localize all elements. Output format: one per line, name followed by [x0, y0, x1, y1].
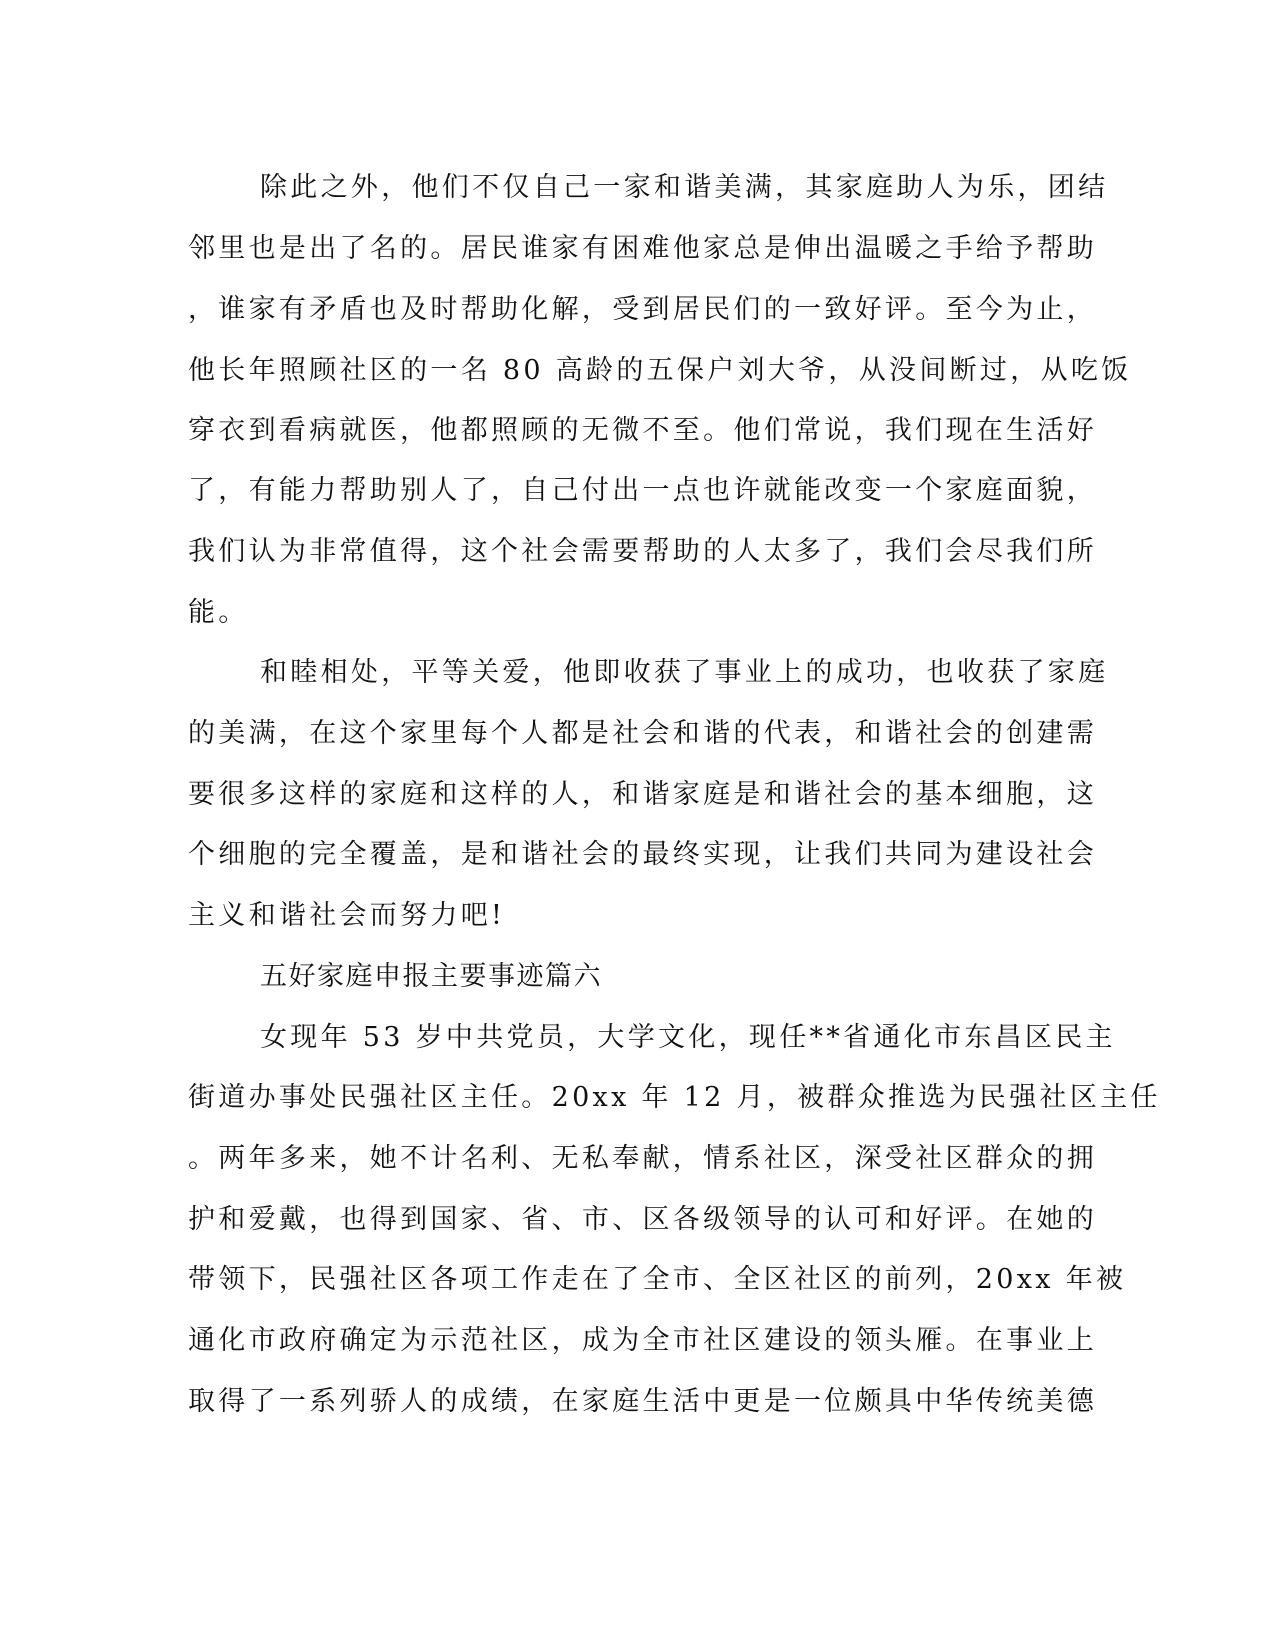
- paragraph-1-line-2: 邻里也是出了名的。居民谁家有困难他家总是伸出温暖之手给予帮助: [188, 233, 1097, 264]
- paragraph-4-line-4: 护和爱戴，也得到国家、省、市、区各级领导的认可和好评。在她的: [188, 1204, 1097, 1235]
- paragraph-4-line-7: 取得了一系列骄人的成绩，在家庭生活中更是一位颇具中华传统美德: [188, 1386, 1097, 1417]
- paragraph-2-line-4: 个细胞的完全覆盖，是和谐社会的最终实现，让我们共同为建设社会: [188, 839, 1097, 870]
- paragraph-4-line-6: 通化市政府确定为示范社区，成为全市社区建设的领头雁。在事业上: [188, 1325, 1097, 1356]
- paragraph-1-line-4: 他长年照顾社区的一名 80 高龄的五保户刘大爷，从没间断过，从吃饭: [188, 355, 1132, 386]
- paragraph-4-line-3: 。两年多来，她不计名利、无私奉献，情系社区，深受社区群众的拥: [188, 1143, 1097, 1174]
- paragraph-2-line-3: 要很多这样的家庭和这样的人，和谐家庭是和谐社会的基本细胞，这: [188, 779, 1097, 810]
- paragraph-1-line-7: 我们认为非常值得，这个社会需要帮助的人太多了，我们会尽我们所: [188, 536, 1097, 567]
- paragraph-2-line-2: 的美满，在这个家里每个人都是社会和谐的代表，和谐社会的创建需: [188, 718, 1097, 749]
- paragraph-1-line-8: 能。: [188, 597, 249, 628]
- paragraph-4-line-5: 带领下，民强社区各项工作走在了全市、全区社区的前列，20xx 年被: [188, 1264, 1127, 1295]
- paragraph-4-line-2: 街道办事处民强社区主任。20xx 年 12 月，被群众推选为民强社区主任: [188, 1082, 1161, 1113]
- paragraph-1-line-3: ，谁家有矛盾也及时帮助化解，受到居民们的一致好评。至今为止，: [188, 294, 1097, 325]
- paragraph-2-line-1: 和睦相处，平等关爱，他即收获了事业上的成功，也收获了家庭: [260, 657, 1109, 688]
- paragraph-1-line-5: 穿衣到看病就医，他都照顾的无微不至。他们常说，我们现在生活好: [188, 415, 1097, 446]
- paragraph-2-line-5: 主义和谐社会而努力吧!: [188, 900, 506, 931]
- section-heading: 五好家庭申报主要事迹篇六: [260, 961, 602, 992]
- paragraph-1-line-1: 除此之外，他们不仅自己一家和谐美满，其家庭助人为乐，团结: [260, 172, 1109, 203]
- paragraph-1-line-6: 了，有能力帮助别人了，自己付出一点也许就能改变一个家庭面貌，: [188, 475, 1097, 506]
- paragraph-4-line-1: 女现年 53 岁中共党员，大学文化，现任**省通化市东昌区民主: [260, 1022, 1116, 1053]
